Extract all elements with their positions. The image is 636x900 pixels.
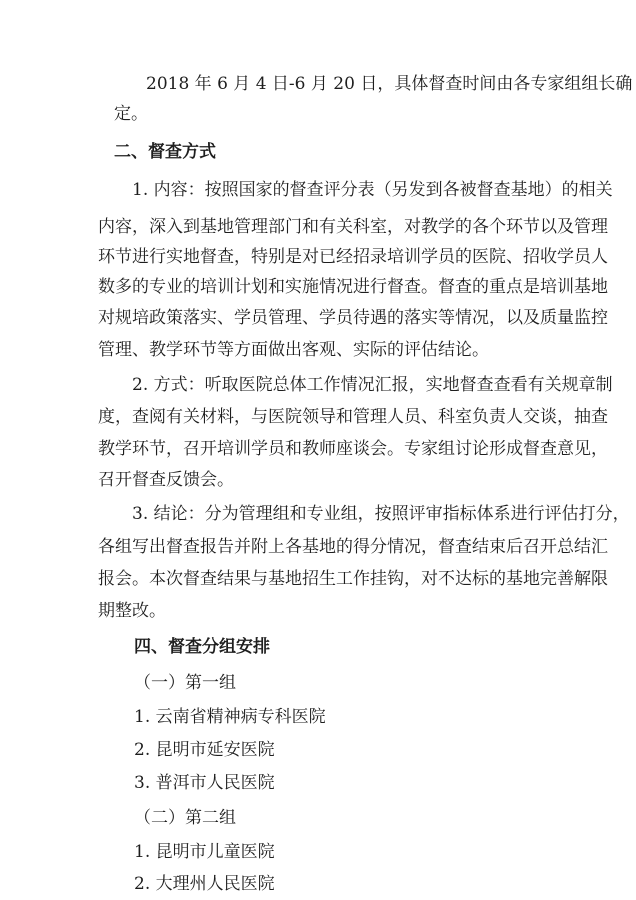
text-line: 2018 年 6 月 4 日-6 月 20 日，具体督查时间由各专家组组长确 — [146, 74, 633, 94]
list-item: 3. 普洱市人民医院 — [134, 773, 275, 793]
text-line: 数多的专业的培训计划和实施情况进行督查。督查的重点是培训基地 — [98, 277, 608, 297]
text-line: 报会。本次督查结果与基地招生工作挂钩，对不达标的基地完善解限 — [98, 569, 608, 589]
text-line: 度，查阅有关材料，与医院领导和管理人员、科室负责人交谈，抽查 — [98, 407, 608, 427]
text-line: 环节进行实地督查，特别是对已经招录培训学员的医院、招收学员人 — [98, 247, 608, 267]
subsection-heading: （一）第一组 — [134, 673, 236, 693]
section-heading: 二、督查方式 — [114, 142, 216, 162]
text-line: 期整改。 — [98, 601, 166, 621]
section-heading: 四、督查分组安排 — [134, 637, 270, 657]
subsection-heading: （二）第二组 — [134, 808, 236, 828]
text-line: 2. 方式：听取医院总体工作情况汇报，实地督查查看有关规章制 — [132, 375, 613, 395]
text-line: 各组写出督查报告并附上各基地的得分情况，督查结束后召开总结汇 — [98, 537, 608, 557]
list-item: 2. 大理州人民医院 — [134, 874, 275, 894]
list-item: 1. 云南省精神病专科医院 — [134, 707, 326, 727]
text-line: 3. 结论：分为管理组和专业组，按照评审指标体系进行评估打分， — [132, 504, 630, 524]
text-line: 1. 内容：按照国家的督查评分表（另发到各被督查基地）的相关 — [132, 180, 613, 200]
text-line: 定。 — [114, 104, 148, 124]
text-line: 管理、教学环节等方面做出客观、实际的评估结论。 — [98, 340, 489, 360]
text-line: 教学环节，召开培训学员和教师座谈会。专家组讨论形成督查意见， — [98, 439, 608, 459]
text-line: 内容，深入到基地管理部门和有关科室，对教学的各个环节以及管理 — [98, 217, 608, 237]
list-item: 1. 昆明市儿童医院 — [134, 842, 275, 862]
text-line: 召开督查反馈会。 — [98, 470, 234, 490]
text-line: 对规培政策落实、学员管理、学员待遇的落实等情况，以及质量监控 — [98, 308, 608, 328]
list-item: 2. 昆明市延安医院 — [134, 740, 275, 760]
